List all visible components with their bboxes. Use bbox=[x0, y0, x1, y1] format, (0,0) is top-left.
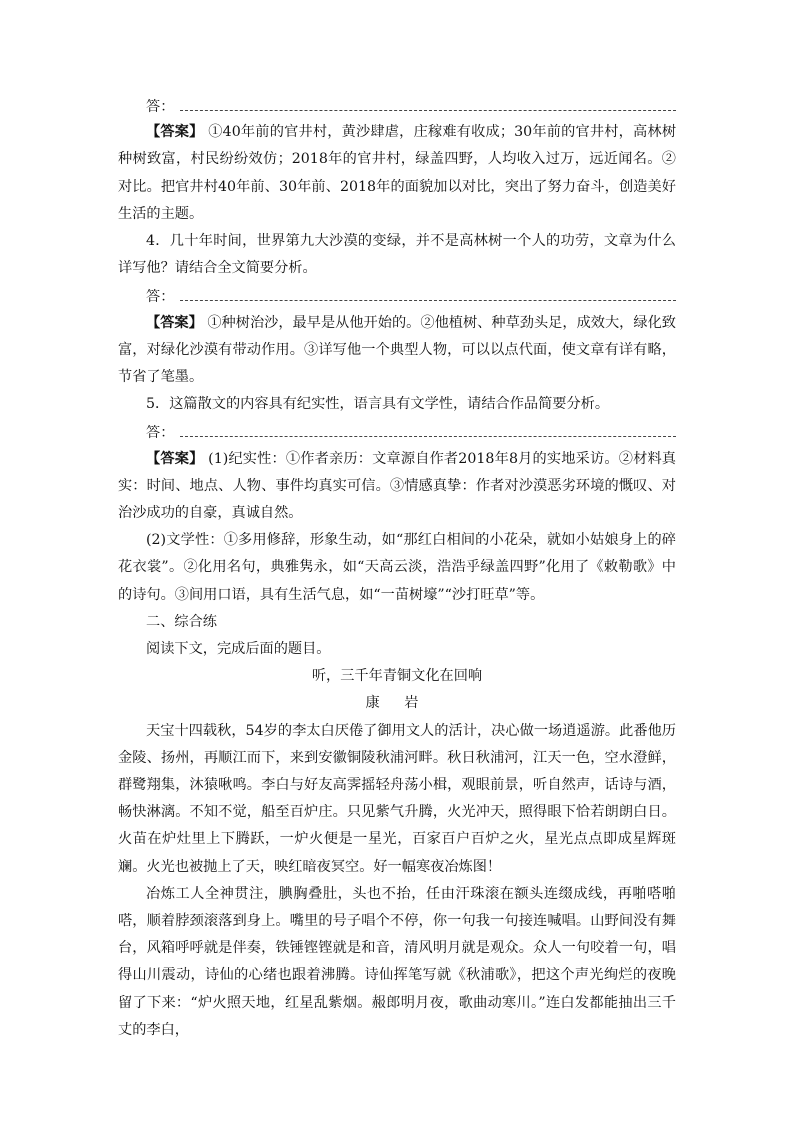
answer-prompt: 答： bbox=[146, 425, 175, 442]
answer-2 bbox=[118, 310, 676, 392]
answer-3-text-1: (1)纪实性：①作者亲历：文章源自作者2018年8月的实地采访。②材料真实：时间、地点、人物、事件均真实可信。③情感真挚：作者对沙漠恶劣环境的慨叹、对治沙成功的自豪，真诚自然。 bbox=[118, 450, 676, 521]
answer-prompt: 答： bbox=[146, 99, 175, 115]
article-author: 康 岩 bbox=[365, 695, 429, 712]
answer-1 bbox=[118, 119, 676, 228]
answer-2-text: ①种树治沙，最早是从他开始的。②他植树、种草劲头足，成效大，绿化致富，对绿化沙漠有带动作用。③详写他一个典型人物，可以以点代面，使文章有详有略，节省了笔墨。 bbox=[118, 314, 676, 385]
answer-1-text: ①40年前的官井村，黄沙肆虐，庄稼难有收成；30年前的官井村，高林树种树致富，村民纷纷效仿；2018年的官井村，绿盖四野，人均收入过万，远近闻名。②对比。把官井村40年前、30年前、2018年的面貌加以对比，突出了努力奋斗，创造美好生活的主题。 bbox=[118, 124, 677, 222]
answer-3-part-2: (2)文学性：①多用修辞，形象生动，如“那红白相间的小花朵，就如小姑娘身上的碎花衣裳”。②化用名句，典雅隽永，如“天高云淡，浩浩乎绿盖四野”化用了《敕勒歌》中的诗句。③间用口语，具有生活气息，如“一苗树壕”“沙打旺草”等。 bbox=[118, 532, 676, 603]
document-body bbox=[118, 92, 676, 1044]
answer-rule bbox=[180, 282, 676, 301]
reading-instruction: 阅读下文，完成后面的题目。 bbox=[146, 641, 331, 658]
article-paragraph-1: 天宝十四载秋，54岁的李太白厌倦了御用文人的活计，决心做一场逍遥游。此番他历金陵、扬州，再顺江而下，来到安徽铜陵秋浦河畔。秋日秋浦河，江天一色，空水澄鲜，群鹭翔集，沐猿啾鸣。李白与好友高霁摇轻舟荡小楫，观眼前景，听自然声，话诗与酒，畅快淋漓。不知不觉，船至百炉庄。只见紫气升腾，火光冲天，照得眼下恰若朗朗白日。火苗在炉灶里上下腾跃，一炉火便是一星光，百家百户百炉之火，星光点点即成星辉斑斓。火光也被抛上了天，映红暗夜冥空。好一幅寒夜冶炼图！ bbox=[118, 722, 676, 875]
answer-prompt: 答： bbox=[146, 289, 175, 306]
answer-tag: 【答案】 bbox=[146, 124, 204, 141]
article-title: 听，三千年青铜文化在回响 bbox=[311, 668, 483, 685]
answer-blank-2[interactable] bbox=[118, 282, 676, 309]
answer-blank-1[interactable] bbox=[118, 92, 676, 119]
answer-rule bbox=[180, 92, 676, 111]
answer-tag: 【答案】 bbox=[146, 450, 204, 467]
section-heading: 二、综合练 bbox=[146, 613, 217, 630]
answer-tag: 【答案】 bbox=[146, 314, 203, 331]
question-5: 5．这篇散文的内容具有纪实性，语言具有文学性，请结合作品简要分析。 bbox=[146, 396, 610, 413]
answer-blank-3[interactable] bbox=[118, 418, 676, 445]
article-paragraph-2: 冶炼工人全神贯注，腆胸叠肚，头也不抬，任由汗珠滚在额头连缀成线，再啪嗒啪嗒，顺着脖颈滚落到身上。嘴里的号子唱个不停，你一句我一句接连喊唱。山野间没有舞台，风箱呼呼就是伴奏，铁锤铿铿就是和音，清风明月就是观众。众人一句咬着一句，唱得山川震动，诗仙的心绪也跟着沸腾。诗仙挥笔写就《秋浦歌》，把这个声光绚烂的夜晚留了下来：“炉火照天地，红星乱紫烟。赧郎明月夜，歌曲动寒川。”连白发都能抽出三千丈的李白， bbox=[118, 885, 676, 1038]
question-4: 4．几十年时间，世界第九大沙漠的变绿，并不是高林树一个人的功劳，文章为什么详写他？请结合全文简要分析。 bbox=[118, 233, 676, 277]
answer-3 bbox=[118, 446, 676, 528]
answer-rule bbox=[180, 418, 676, 437]
